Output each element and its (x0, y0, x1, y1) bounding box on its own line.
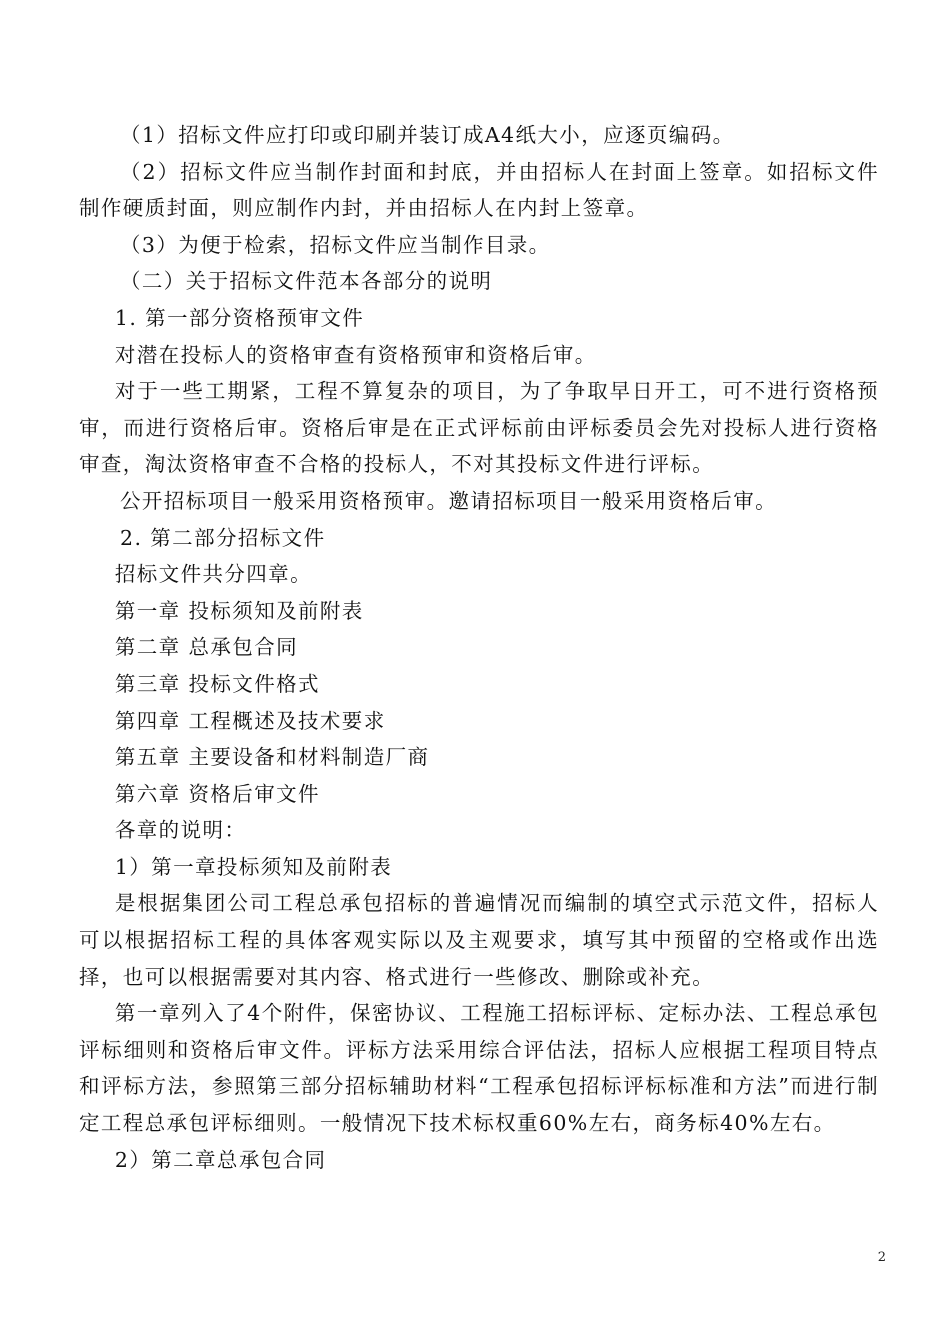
paragraph-open-invited-tender: 公开招标项目一般采用资格预审。邀请招标项目一般采用资格后审。 (120, 488, 777, 513)
paragraph-post-qualification: 对于一些工期紧，工程不算复杂的项目，为了争取早日开工，可不进行资格预审，而进行资格后审。资格后审是在正式评标前由评标委员会先对投标人进行资格审查，淘汰资格审查不合格的投标人，不对其投标文件进行评标。 (79, 379, 879, 477)
subheading-part-two: 2. 第二部分招标文件 (120, 525, 326, 550)
paragraph-chapter-one-attachments: 第一章列入了4个附件，保密协议、工程施工招标评标、定标办法、工程总承包评标细则和资格后审文件。评标方法采用综合评估法，招标人应根据工程项目特点和评标方法，参照第三部分招标辅助材料“工程承包招标评标标准和方法”而进行制定工程总承包评标细则。一般情况下技术标权重60%左右，商务标40%左右。 (79, 1001, 879, 1136)
chapter-item-two: 第二章 总承包合同 (114, 635, 298, 660)
paragraph-qualification-review: 对潜在投标人的资格审查有资格预审和资格后审。 (114, 342, 597, 367)
subheading-chapter-two: 2）第二章总承包合同 (114, 1147, 327, 1172)
paragraph-print-binding: （1）招标文件应打印或印刷并装订成A4纸大小，应逐页编码。 (120, 123, 735, 147)
page-number: 2 (877, 1250, 886, 1265)
chapter-item-five: 第五章 主要设备和材料制造厂商 (114, 745, 430, 770)
section-heading-template-parts: （二）关于招标文件范本各部分的说明 (120, 269, 493, 294)
chapter-item-six: 第六章 资格后审文件 (114, 781, 320, 806)
chapter-item-three: 第三章 投标文件格式 (114, 671, 320, 696)
chapter-item-one: 第一章 投标须知及前附表 (114, 598, 364, 623)
paragraph-chapter-one-description: 是根据集团公司工程总承包招标的普遍情况而编制的填空式示范文件，招标人可以根据招标工程的具体客观实际以及主观要求，填写其中预留的空格或作出选择，也可以根据需要对其内容、格式进行一些修改、删除或补充。 (79, 891, 879, 989)
document-body (79, 117, 879, 1178)
subheading-chapter-one: 1）第一章投标须知及前附表 (114, 854, 393, 879)
subheading-part-one: 1. 第一部分资格预审文件 (114, 305, 365, 330)
paragraph-four-chapters: 招标文件共分四章。 (114, 562, 312, 587)
chapters-explanation-heading: 各章的说明： (114, 818, 247, 843)
chapter-item-four: 第四章 工程概述及技术要求 (114, 708, 386, 733)
paragraph-cover-signature: （2）招标文件应当制作封面和封底，并由招标人在封面上签章。如招标文件制作硬质封面，则应制作内封，并由招标人在内封上签章。 (79, 159, 879, 221)
paragraph-table-of-contents: （3）为便于检索，招标文件应当制作目录。 (120, 232, 551, 257)
